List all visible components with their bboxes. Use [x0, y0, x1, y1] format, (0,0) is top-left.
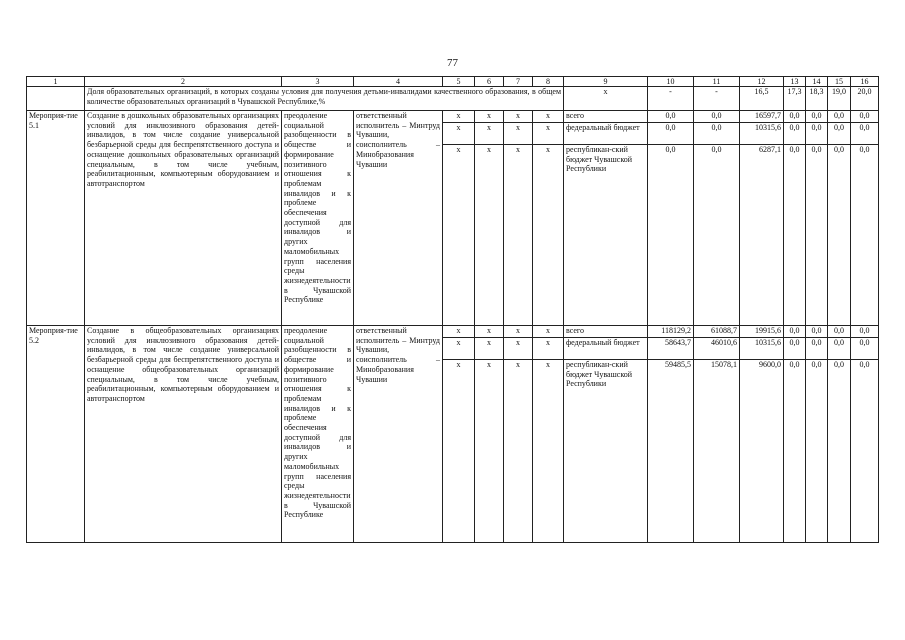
table-cell: х — [533, 111, 564, 123]
header-cell: 4 — [354, 77, 443, 87]
table-cell: х — [443, 338, 475, 360]
table-cell: х — [504, 123, 533, 145]
table-cell: 0,0 — [784, 123, 806, 145]
table-cell: х — [533, 145, 564, 326]
table-cell: 0,0 — [784, 145, 806, 326]
header-cell: 9 — [564, 77, 648, 87]
table-cell: 10315,6 — [740, 123, 784, 145]
table-cell: х — [504, 111, 533, 123]
indicator-cell: 19,0 — [828, 87, 851, 111]
funding-source: федеральный бюджет — [564, 338, 648, 360]
table-cell: 0,0 — [828, 338, 851, 360]
table-cell: 0,0 — [784, 360, 806, 543]
program-table — [26, 76, 879, 543]
measure-name: Мероприя-тие 5.1 — [27, 111, 85, 326]
table-cell: 0,0 — [806, 123, 828, 145]
table-cell: 0,0 — [648, 123, 694, 145]
table-cell: 0,0 — [851, 123, 879, 145]
table-cell: 0,0 — [648, 145, 694, 326]
funding-source: республикан-ский бюджет Чувашской Республики — [564, 360, 648, 543]
table-cell: х — [504, 338, 533, 360]
indicator-cell: 17,3 — [784, 87, 806, 111]
header-cell: 10 — [648, 77, 694, 87]
table-cell: 0,0 — [784, 326, 806, 338]
measure-executor: ответственный исполнитель – Минтруд Чувашии, соисполнитель – Минобразования Чувашии — [354, 326, 443, 543]
table-cell: х — [533, 338, 564, 360]
indicator-cell: - — [694, 87, 740, 111]
measure-goal: преодоление социальной разобщенности в обществе и формирование позитивного отношения к проблемам инвалидов и к проблеме обеспечения доступной для инвалидов и других маломобильных групп населения среды жизнедеятельности в Чувашской Республике — [282, 111, 354, 326]
table-cell: х — [504, 326, 533, 338]
table-cell: 0,0 — [828, 326, 851, 338]
table-cell: 0,0 — [828, 145, 851, 326]
measure-description: Создание в общеобразовательных организациях условий для инклюзивного образования детей-инвалидов, в том числе создание универсальной безбарьерной среды для беспрепятственного доступа и оснащение общеобразовательных организаций специальным, в том числе учебным, реабилитационным, компьютерным оборудованием и автотранспортом — [85, 326, 282, 543]
page-number: 77 — [447, 57, 458, 69]
header-cell: 15 — [828, 77, 851, 87]
table-cell: 0,0 — [828, 111, 851, 123]
indicator-text: Доля образовательных организаций, в которых созданы условия для получения детьми-инвалидами качественного образования, в общем количестве образовательных организаций в Чувашской Республике,% — [85, 87, 564, 111]
header-cell: 13 — [784, 77, 806, 87]
table-cell: 0,0 — [806, 111, 828, 123]
table-cell: 19915,6 — [740, 326, 784, 338]
table-cell: 0,0 — [784, 111, 806, 123]
table-cell: 0,0 — [806, 338, 828, 360]
header-cell: 8 — [533, 77, 564, 87]
table-cell: х — [443, 326, 475, 338]
table-cell: 0,0 — [806, 360, 828, 543]
table-cell: 6287,1 — [740, 145, 784, 326]
header-cell: 7 — [504, 77, 533, 87]
table-cell: 61088,7 — [694, 326, 740, 338]
table-cell: 58643,7 — [648, 338, 694, 360]
table-cell: х — [443, 111, 475, 123]
indicator-row — [27, 87, 879, 111]
indicator-cell: 16,5 — [740, 87, 784, 111]
header-cell: 2 — [85, 77, 282, 87]
table-cell: х — [475, 111, 504, 123]
funding-source: республикан-ский бюджет Чувашской Республики — [564, 145, 648, 326]
header-cell: 11 — [694, 77, 740, 87]
table-cell: 15078,1 — [694, 360, 740, 543]
table-cell: 0,0 — [694, 145, 740, 326]
table-cell: х — [443, 360, 475, 543]
table-cell: 0,0 — [806, 145, 828, 326]
header-cell: 5 — [443, 77, 475, 87]
table-cell: 118129,2 — [648, 326, 694, 338]
header-cell: 1 — [27, 77, 85, 87]
table-cell: 0,0 — [784, 338, 806, 360]
header-cell: 16 — [851, 77, 879, 87]
table-cell: х — [504, 145, 533, 326]
table-cell: 46010,6 — [694, 338, 740, 360]
header-row — [27, 77, 879, 87]
table-row — [27, 111, 879, 123]
table-cell: 0,0 — [694, 123, 740, 145]
funding-source: всего — [564, 326, 648, 338]
table-cell: 0,0 — [694, 111, 740, 123]
measure-executor: ответственный исполнитель – Минтруд Чувашии, соисполнитель – Минобразования Чувашии — [354, 111, 443, 326]
table-cell: 0,0 — [851, 145, 879, 326]
table-cell: х — [443, 145, 475, 326]
measure-name: Мероприя-тие 5.2 — [27, 326, 85, 543]
table-cell: 0,0 — [828, 360, 851, 543]
table-cell: 10315,6 — [740, 338, 784, 360]
table-cell: 0,0 — [851, 111, 879, 123]
table-cell: 0,0 — [828, 123, 851, 145]
table-row — [27, 326, 879, 338]
table-cell: 9600,0 — [740, 360, 784, 543]
measure-goal: преодоление социальной разобщенности в обществе и формирование позитивного отношения к проблемам инвалидов и к проблеме обеспечения доступной для инвалидов и других маломобильных групп населения среды жизнедеятельности в Чувашской Республике — [282, 326, 354, 543]
table-cell: х — [475, 338, 504, 360]
table-cell: 59485,5 — [648, 360, 694, 543]
indicator-cell: 18,3 — [806, 87, 828, 111]
funding-source: всего — [564, 111, 648, 123]
table-cell: 0,0 — [851, 360, 879, 543]
measure-description: Создание в дошкольных образовательных организациях условий для инклюзивного образования детей-инвалидов, в том числе создание универсальной безбарьерной среды для беспрепятственного доступа и оснащение дошкольных образовательных организаций специальным, в том числе учебным, реабилитационным, компьютерным оборудованием и автотранспортом — [85, 111, 282, 326]
indicator-cell: х — [564, 87, 648, 111]
table-cell: х — [533, 360, 564, 543]
table-cell: 0,0 — [851, 326, 879, 338]
header-cell: 14 — [806, 77, 828, 87]
table-cell: х — [475, 326, 504, 338]
table-cell: х — [504, 360, 533, 543]
table-cell: х — [533, 326, 564, 338]
table-cell: х — [533, 123, 564, 145]
table-cell: 0,0 — [806, 326, 828, 338]
header-cell: 12 — [740, 77, 784, 87]
table-cell: х — [475, 145, 504, 326]
table-cell: х — [475, 123, 504, 145]
table-cell: 16597,7 — [740, 111, 784, 123]
header-cell: 3 — [282, 77, 354, 87]
header-cell: 6 — [475, 77, 504, 87]
table-cell: х — [443, 123, 475, 145]
table-cell: 0,0 — [851, 338, 879, 360]
table-cell: 0,0 — [648, 111, 694, 123]
funding-source: федеральный бюджет — [564, 123, 648, 145]
table-cell: х — [475, 360, 504, 543]
indicator-cell: 20,0 — [851, 87, 879, 111]
indicator-cell: - — [648, 87, 694, 111]
